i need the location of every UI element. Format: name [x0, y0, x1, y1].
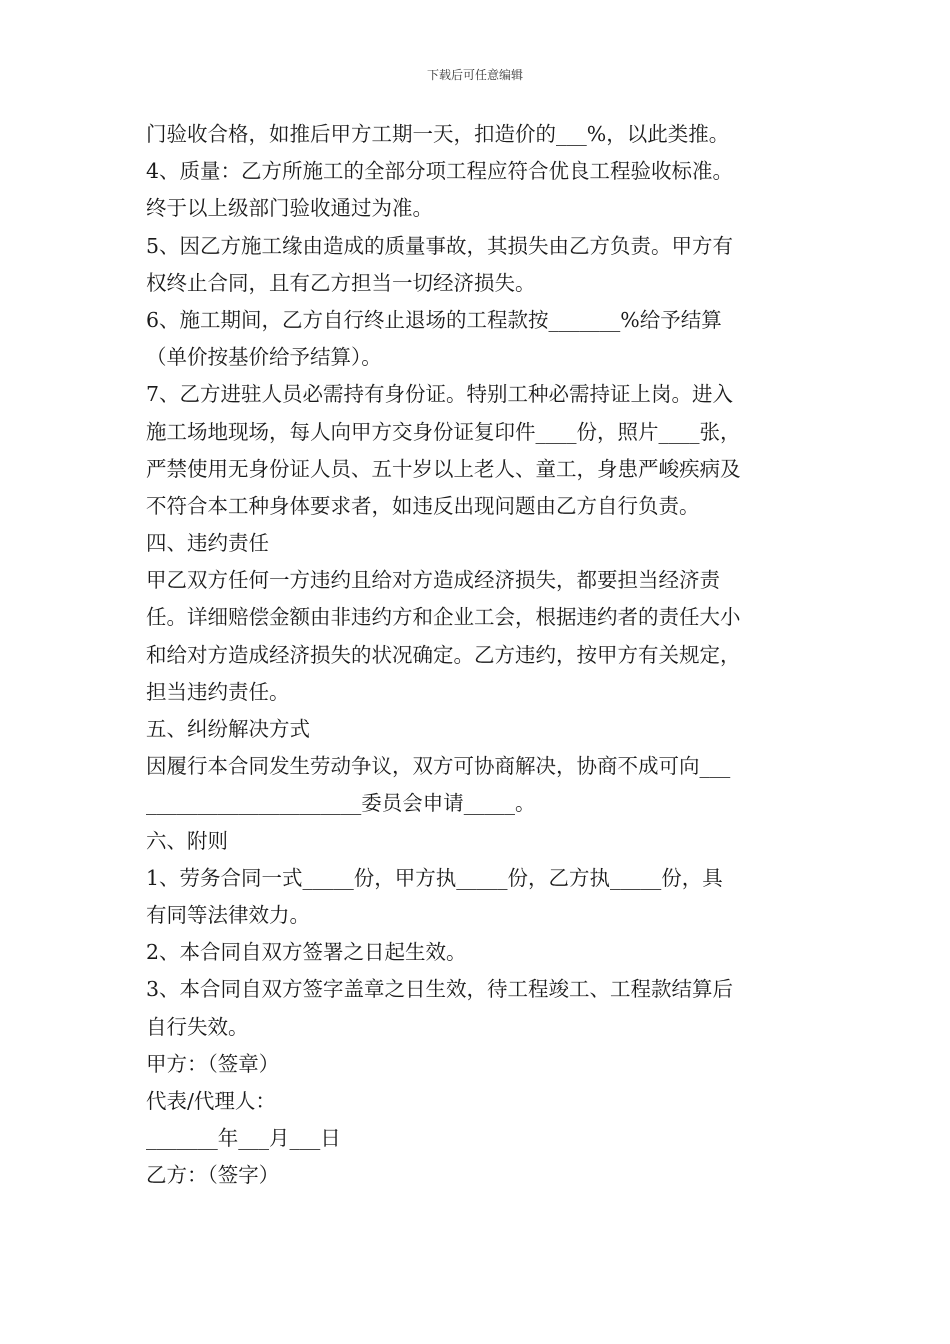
text-line: 2、本合同自双方签署之日起生效。: [146, 940, 467, 965]
section-heading: 五、纠纷解决方式: [146, 717, 310, 741]
page-header: 下载后可任意编辑: [426, 68, 523, 82]
signature-party-a: 甲方：（签章）: [146, 1051, 280, 1076]
signature-party-b: 乙方：（签字）: [146, 1163, 280, 1188]
text-line: 严禁使用无身份证人员、五十岁以上老人、童工，身患严峻疾病及: [146, 456, 741, 481]
text-line: 权终止合同，且有乙方担当一切经济损失。: [146, 270, 536, 295]
text-line: 门验收合格，如推后甲方工期一天，扣造价的___%，以此类推。: [146, 122, 730, 146]
text-line: 因履行本合同发生劳动争议，双方可协商解决，协商不成可向___: [146, 754, 731, 779]
text-line: 施工场地现场，每人向甲方交身份证复印件____份，照片____张，: [146, 419, 741, 444]
text-line: 和给对方造成经济损失的状况确定。乙方违约，按甲方有关规定，: [146, 642, 741, 667]
text-line: _____________________委员会申请_____。: [146, 791, 536, 816]
text-line: 5、因乙方施工缘由造成的质量事故，其损失由乙方负责。甲方有: [146, 233, 734, 258]
text-line: （单价按基价给予结算）。: [146, 345, 382, 370]
text-line: 3、本合同自双方签字盖章之日生效，待工程竣工、工程款结算后: [146, 977, 734, 1002]
text-line: 1、劳务合同一式_____份，甲方执_____份，乙方执_____份，具: [146, 865, 723, 890]
text-line: 任。详细赔偿金额由非违约方和企业工会，根据违约者的责任大小: [146, 605, 741, 630]
section-heading: 四、违约责任: [146, 531, 269, 556]
section-heading: 六、附则: [146, 828, 228, 853]
document-body: [146, 116, 810, 1194]
date-line: _______年___月___日: [146, 1126, 341, 1151]
text-line: 终于以上级部门验收通过为准。: [146, 196, 433, 221]
text-line: 担当违约责任。: [146, 679, 290, 704]
representative-line: 代表/代理人：: [146, 1088, 276, 1113]
text-line: 甲乙双方任何一方违约且给对方造成经济损失，都要担当经济责: [146, 568, 720, 593]
text-line: 不符合本工种身体要求者，如违反出现问题由乙方自行负责。: [146, 493, 700, 518]
text-line: 7、乙方进驻人员必需持有身份证。特别工种必需持证上岗。进入: [146, 382, 734, 407]
text-line: 4、质量：乙方所施工的全部分项工程应符合优良工程验收标准。: [146, 159, 734, 184]
text-line: 6、施工期间，乙方自行终止退场的工程款按_______%给予结算: [146, 307, 722, 332]
text-line: 自行失效。: [146, 1014, 249, 1039]
text-line: 有同等法律效力。: [146, 902, 310, 927]
